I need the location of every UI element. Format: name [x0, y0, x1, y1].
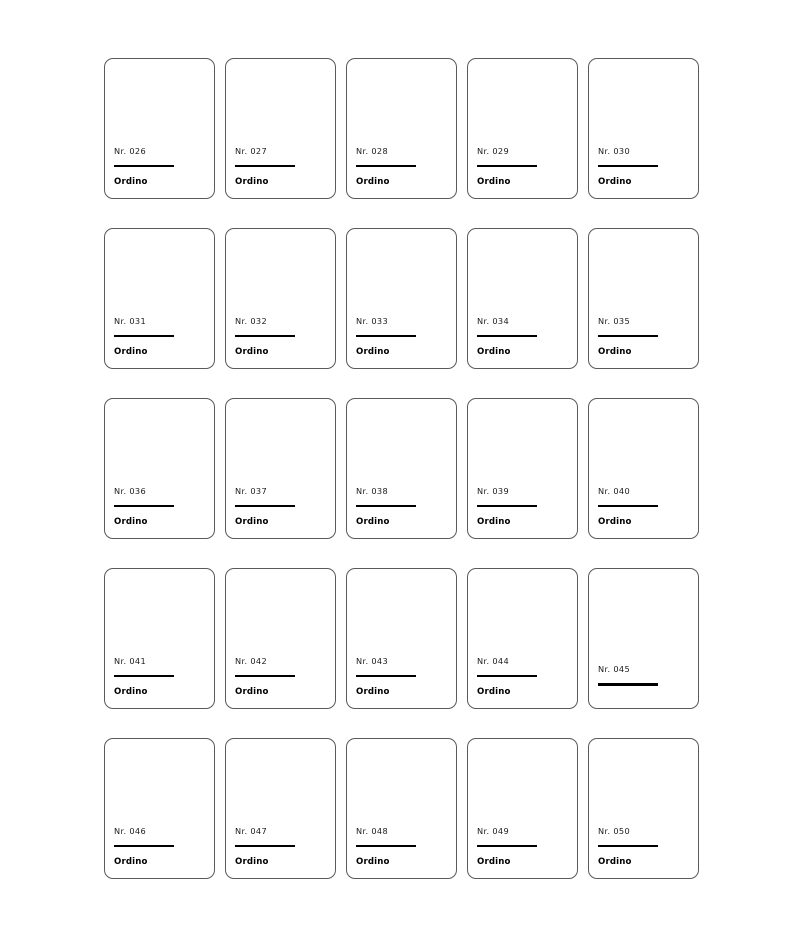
card[interactable]: [346, 398, 457, 539]
card-rule: [114, 675, 174, 678]
card[interactable]: [467, 398, 578, 539]
card-title: Ordino: [477, 687, 511, 698]
card-title: Ordino: [235, 687, 269, 698]
card-content: [356, 487, 447, 527]
card[interactable]: [225, 738, 336, 879]
card-rule: [477, 335, 537, 338]
card[interactable]: [104, 398, 215, 539]
card-title: Ordino: [598, 517, 632, 528]
card-title: Ordino: [235, 517, 269, 528]
card-content: [598, 317, 689, 357]
card[interactable]: [225, 58, 336, 199]
card-rule: [356, 165, 416, 168]
card-number: Nr. 029: [477, 145, 510, 156]
card-title: Ordino: [477, 347, 511, 358]
card-title: Ordino: [356, 857, 390, 868]
card-content: [356, 317, 447, 357]
card-title: Ordino: [235, 857, 269, 868]
card-title: Ordino: [114, 177, 148, 188]
card-rule: [114, 505, 174, 508]
card-content: [235, 487, 326, 527]
card-rule: [598, 505, 658, 508]
card[interactable]: [346, 228, 457, 369]
card-number: Nr. 027: [235, 145, 268, 156]
card-number: Nr. 047: [235, 825, 268, 836]
card-number: Nr. 032: [235, 315, 268, 326]
card-title: Ordino: [598, 857, 632, 868]
card-content: [598, 827, 689, 867]
card-number: Nr. 031: [114, 315, 147, 326]
card-rule: [235, 335, 295, 338]
card-rule: [477, 505, 537, 508]
card-number: Nr. 028: [356, 145, 389, 156]
card[interactable]: [467, 228, 578, 369]
card-number: Nr. 049: [477, 825, 510, 836]
card-content: [598, 147, 689, 187]
card-rule: [598, 845, 658, 848]
card[interactable]: [588, 568, 699, 709]
card[interactable]: [588, 398, 699, 539]
card-title: Ordino: [598, 177, 632, 188]
card-content: [114, 317, 205, 357]
card[interactable]: [104, 58, 215, 199]
card-content: [356, 827, 447, 867]
card-grid: [104, 58, 700, 879]
card[interactable]: [346, 58, 457, 199]
card-rule: [114, 335, 174, 338]
card[interactable]: [225, 228, 336, 369]
card-rule: [235, 675, 295, 678]
card-title: Ordino: [114, 857, 148, 868]
card-title: Ordino: [114, 347, 148, 358]
card-rule: [114, 845, 174, 848]
card-content: [598, 665, 689, 697]
card[interactable]: [104, 228, 215, 369]
card-number: Nr. 034: [477, 315, 510, 326]
card-number: Nr. 042: [235, 655, 268, 666]
card-number: Nr. 038: [356, 485, 389, 496]
card[interactable]: [588, 58, 699, 199]
card-number: Nr. 026: [114, 145, 147, 156]
card-title: Ordino: [598, 347, 632, 358]
card-content: [356, 657, 447, 697]
card-content: [235, 827, 326, 867]
card-content: [235, 317, 326, 357]
card-number: Nr. 048: [356, 825, 389, 836]
card-content: [356, 147, 447, 187]
card-title: Ordino: [114, 687, 148, 698]
card-content: [598, 487, 689, 527]
card-number: Nr. 044: [477, 655, 510, 666]
card-number: Nr. 045: [598, 664, 631, 675]
card-content: [235, 147, 326, 187]
card-rule: [598, 683, 658, 686]
card-title: Ordino: [356, 517, 390, 528]
card-content: [114, 147, 205, 187]
card[interactable]: [346, 738, 457, 879]
card-rule: [598, 335, 658, 338]
card-content: [114, 487, 205, 527]
card-rule: [356, 335, 416, 338]
card-rule: [114, 165, 174, 168]
card-content: [477, 487, 568, 527]
card-number: Nr. 036: [114, 485, 147, 496]
card-number: Nr. 041: [114, 655, 147, 666]
card-number: Nr. 040: [598, 485, 631, 496]
card-number: Nr. 037: [235, 485, 268, 496]
card-title: Ordino: [356, 687, 390, 698]
card[interactable]: [588, 738, 699, 879]
card-number: Nr. 039: [477, 485, 510, 496]
card-content: [114, 657, 205, 697]
card-number: Nr. 043: [356, 655, 389, 666]
card-rule: [477, 165, 537, 168]
card-title: Ordino: [235, 177, 269, 188]
card-content: [235, 657, 326, 697]
card-rule: [235, 845, 295, 848]
card[interactable]: [225, 398, 336, 539]
card-title: Ordino: [477, 857, 511, 868]
card-rule: [356, 505, 416, 508]
card[interactable]: [104, 568, 215, 709]
card-rule: [477, 845, 537, 848]
card-number: Nr. 050: [598, 825, 631, 836]
card-number: Nr. 033: [356, 315, 389, 326]
card[interactable]: [467, 58, 578, 199]
card-number: Nr. 046: [114, 825, 147, 836]
card-title: Ordino: [356, 177, 390, 188]
card-number: Nr. 035: [598, 315, 631, 326]
card-content: [477, 827, 568, 867]
card-title: Ordino: [235, 347, 269, 358]
card-title: Ordino: [356, 347, 390, 358]
card[interactable]: [467, 738, 578, 879]
card-rule: [235, 505, 295, 508]
card-title: Ordino: [477, 517, 511, 528]
card[interactable]: [588, 228, 699, 369]
card-content: [477, 147, 568, 187]
card-content: [477, 657, 568, 697]
card-title: Ordino: [477, 177, 511, 188]
card-rule: [235, 165, 295, 168]
card-rule: [598, 165, 658, 168]
card-rule: [477, 675, 537, 678]
card[interactable]: [467, 568, 578, 709]
card[interactable]: [225, 568, 336, 709]
card-content: [114, 827, 205, 867]
card[interactable]: [104, 738, 215, 879]
card-title: Ordino: [114, 517, 148, 528]
card-number: Nr. 030: [598, 145, 631, 156]
card-content: [477, 317, 568, 357]
card[interactable]: [346, 568, 457, 709]
card-rule: [356, 845, 416, 848]
card-rule: [356, 675, 416, 678]
